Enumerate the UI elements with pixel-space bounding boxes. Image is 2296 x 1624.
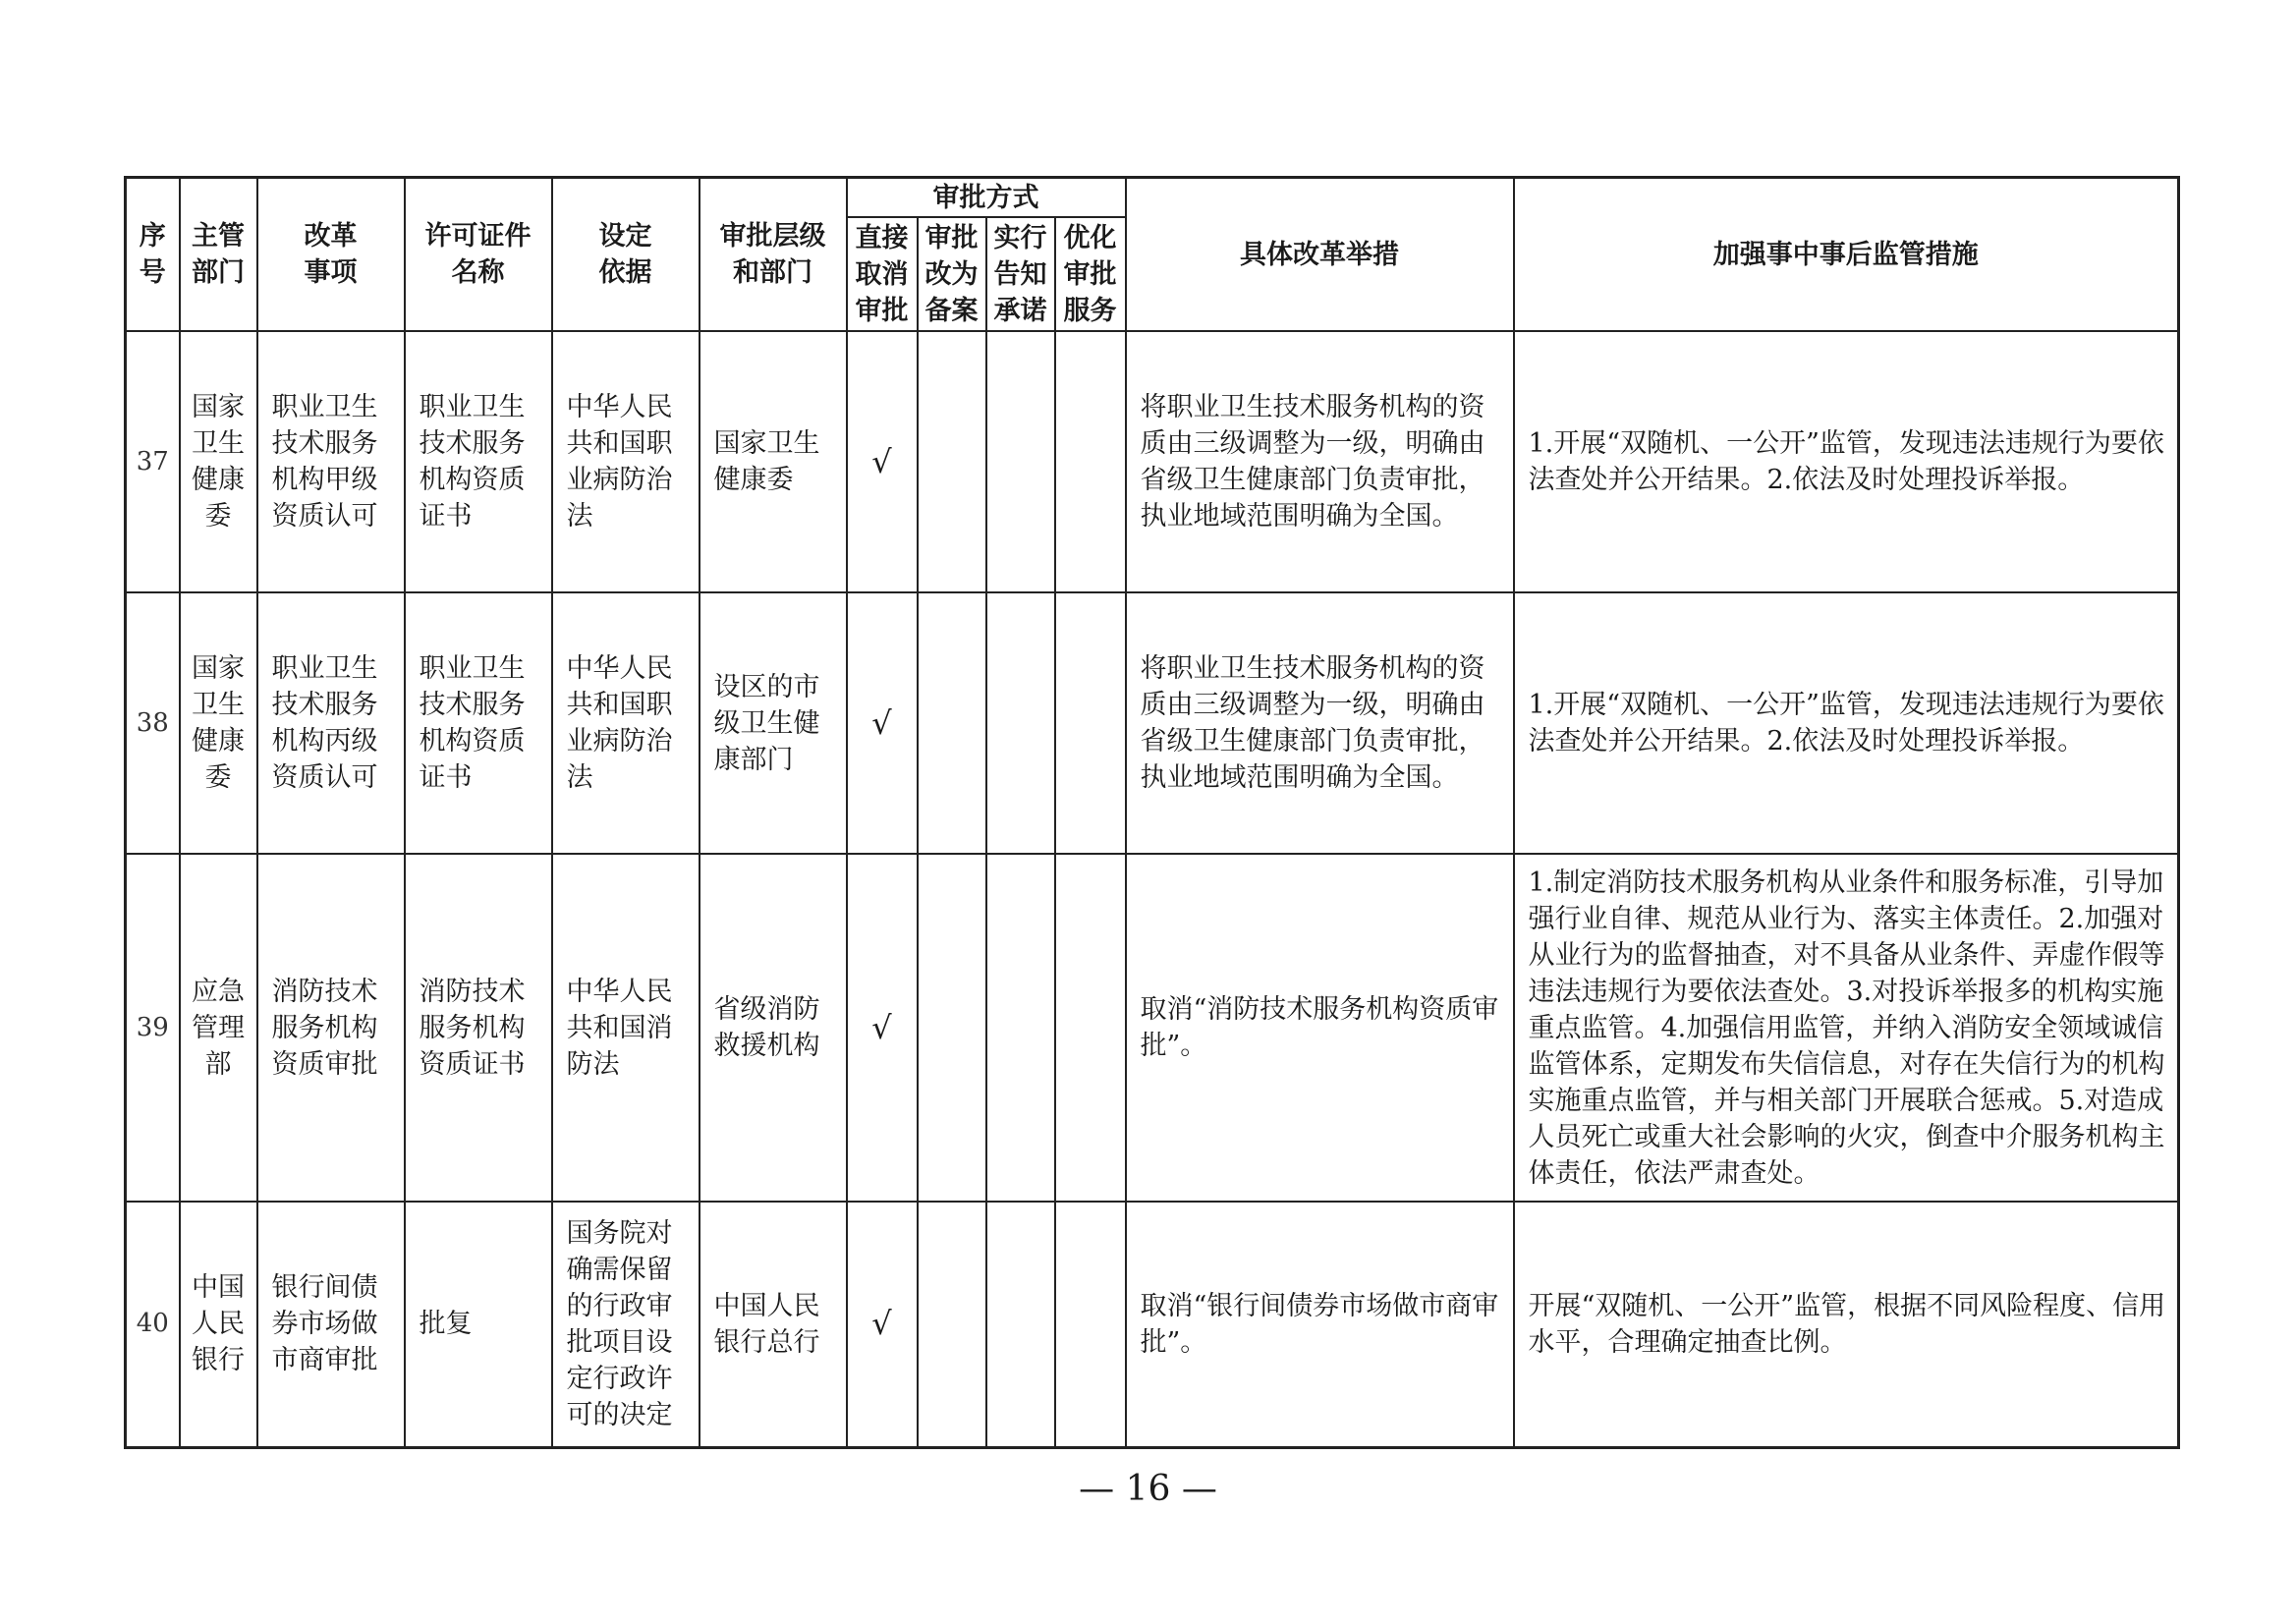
- reform-table: [124, 176, 2180, 1449]
- header-basis: 设定依据: [552, 178, 700, 332]
- row-seq: 37: [126, 331, 180, 592]
- row-seq: 39: [126, 854, 180, 1202]
- row-license: 职业卫生技术服务机构资质证书: [405, 592, 552, 854]
- row-basis: 中华人民共和国职业病防治法: [552, 592, 700, 854]
- header-level: 审批层级和部门: [700, 178, 847, 332]
- row-dept: 国家卫生健康委: [180, 592, 257, 854]
- row-dept: 国家卫生健康委: [180, 331, 257, 592]
- header-supervision: 加强事中事后监管措施: [1514, 178, 2179, 332]
- row-check-cancel: √: [847, 1202, 918, 1447]
- row-check-notify: [986, 854, 1055, 1202]
- row-measures: 取消“银行间债券市场做市商审批”。: [1126, 1202, 1514, 1447]
- table-row: [126, 1202, 2179, 1447]
- table-row: [126, 592, 2179, 854]
- row-basis: 中华人民共和国职业病防治法: [552, 331, 700, 592]
- row-supervision: 1.开展“双随机、一公开”监管，发现违法违规行为要依法查处并公开结果。2.依法及时处理投诉举报。: [1514, 592, 2179, 854]
- row-check-filing: [918, 1202, 986, 1447]
- row-check-notify: [986, 1202, 1055, 1447]
- header-method-optimize: 优化审批服务: [1055, 217, 1126, 331]
- row-supervision: 1.开展“双随机、一公开”监管，发现违法违规行为要依法查处并公开结果。2.依法及时处理投诉举报。: [1514, 331, 2179, 592]
- row-check-filing: [918, 854, 986, 1202]
- page-number: — 16 —: [1079, 1469, 1217, 1509]
- header-method-cancel: 直接取消审批: [847, 217, 918, 331]
- header-item: 改革事项: [257, 178, 405, 332]
- row-level: 中国人民银行总行: [700, 1202, 847, 1447]
- row-measures: 将职业卫生技术服务机构的资质由三级调整为一级，明确由省级卫生健康部门负责审批，执业地域范围明确为全国。: [1126, 592, 1514, 854]
- table-row: [126, 331, 2179, 592]
- row-seq: 40: [126, 1202, 180, 1447]
- row-check-notify: [986, 592, 1055, 854]
- row-check-optimize: [1055, 854, 1126, 1202]
- row-check-filing: [918, 592, 986, 854]
- row-check-cancel: √: [847, 854, 918, 1202]
- header-measures: 具体改革举措: [1126, 178, 1514, 332]
- row-measures: 将职业卫生技术服务机构的资质由三级调整为一级，明确由省级卫生健康部门负责审批，执业地域范围明确为全国。: [1126, 331, 1514, 592]
- row-item: 消防技术服务机构资质审批: [257, 854, 405, 1202]
- row-license: 职业卫生技术服务机构资质证书: [405, 331, 552, 592]
- row-license: 消防技术服务机构资质证书: [405, 854, 552, 1202]
- row-check-optimize: [1055, 331, 1126, 592]
- row-supervision: 开展“双随机、一公开”监管，根据不同风险程度、信用水平，合理确定抽查比例。: [1514, 1202, 2179, 1447]
- row-check-cancel: √: [847, 592, 918, 854]
- row-basis: 国务院对确需保留的行政审批项目设定行政许可的决定: [552, 1202, 700, 1447]
- row-check-optimize: [1055, 1202, 1126, 1447]
- header-method-notify: 实行告知承诺: [986, 217, 1055, 331]
- row-dept: 应急管理部: [180, 854, 257, 1202]
- row-dept: 中国人民银行: [180, 1202, 257, 1447]
- row-level: 国家卫生健康委: [700, 331, 847, 592]
- row-check-notify: [986, 331, 1055, 592]
- row-level: 设区的市级卫生健康部门: [700, 592, 847, 854]
- row-check-optimize: [1055, 592, 1126, 854]
- row-check-cancel: √: [847, 331, 918, 592]
- row-measures: 取消“消防技术服务机构资质审批”。: [1126, 854, 1514, 1202]
- row-item: 职业卫生技术服务机构甲级资质认可: [257, 331, 405, 592]
- header-license: 许可证件名称: [405, 178, 552, 332]
- row-check-filing: [918, 331, 986, 592]
- header-method-group: 审批方式: [847, 178, 1126, 218]
- row-seq: 38: [126, 592, 180, 854]
- row-item: 职业卫生技术服务机构丙级资质认可: [257, 592, 405, 854]
- row-level: 省级消防救援机构: [700, 854, 847, 1202]
- row-basis: 中华人民共和国消防法: [552, 854, 700, 1202]
- table-row: [126, 854, 2179, 1202]
- header-method-filing: 审批改为备案: [918, 217, 986, 331]
- row-item: 银行间债券市场做市商审批: [257, 1202, 405, 1447]
- reform-table-container: [124, 176, 2177, 1449]
- row-supervision: 1.制定消防技术服务机构从业条件和服务标准，引导加强行业自律、规范从业行为、落实主体责任。2.加强对从业行为的监督抽查，对不具备从业条件、弄虚作假等违法违规行为要依法查处。3.对投诉举报多的机构实施重点监管。4.加强信用监管，并纳入消防安全领域诚信监管体系，定期发布失信信息，对存在失信行为的机构实施重点监管，并与相关部门开展联合惩戒。5.对造成人员死亡或重大社会影响的火灾，倒查中介服务机构主体责任，依法严肃查处。: [1514, 854, 2179, 1202]
- header-seq: 序号: [126, 178, 180, 332]
- row-license: 批复: [405, 1202, 552, 1447]
- header-dept: 主管部门: [180, 178, 257, 332]
